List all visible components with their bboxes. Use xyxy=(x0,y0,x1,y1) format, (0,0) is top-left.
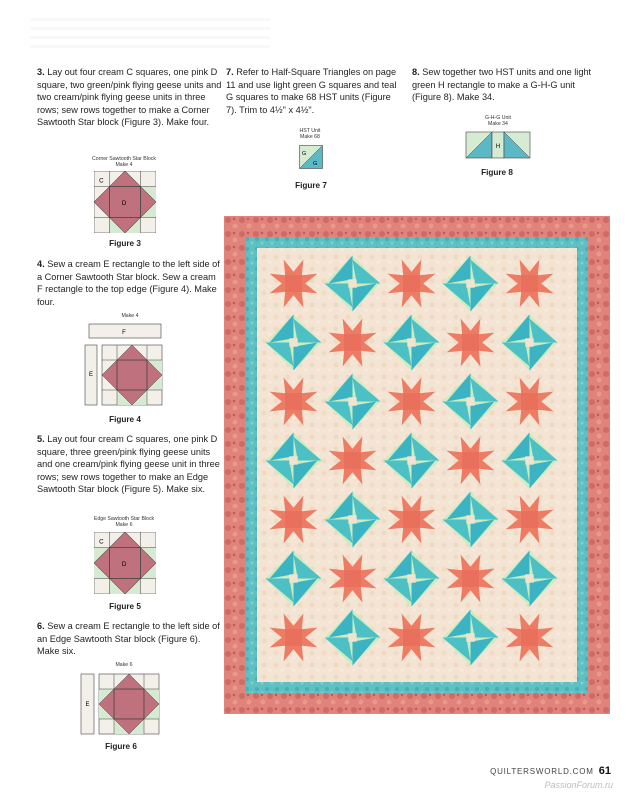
quilt-star-center xyxy=(462,452,479,469)
figure-4-caption: Make 4 xyxy=(121,313,139,319)
quilt-star-center xyxy=(403,629,420,646)
step-3-text: 3. Lay out four cream C squares, one pink D square, two green/pink flying geese units and two cream/pink flying geese units in three rows; sew rows together to make a Corner Sawtooth Star block (Figure 3). Make four. xyxy=(37,67,222,128)
figure-7-caption: HST Unit Make 68 xyxy=(299,128,321,141)
quilt-center-square xyxy=(289,338,297,346)
quilt-star-center xyxy=(285,393,302,410)
quilt-star-center xyxy=(462,570,479,587)
quilt-center-square xyxy=(525,574,533,582)
quilt-star-center xyxy=(462,334,479,351)
figure-4-diagram xyxy=(84,323,164,407)
figure-7-label: Figure 7 xyxy=(295,181,327,190)
quilt-star-center xyxy=(521,629,538,646)
quilt-center-square xyxy=(525,456,533,464)
figure-6-caption: Make 6 xyxy=(115,662,133,668)
quilt-photo xyxy=(224,216,610,714)
fig6-letter-e: E xyxy=(85,702,90,708)
figure-7-diagram xyxy=(299,145,323,169)
quilt-star-center xyxy=(344,452,361,469)
fig5-letter-c: C xyxy=(99,538,104,546)
quilt-star-center xyxy=(344,334,361,351)
quilt-center-square xyxy=(348,633,356,641)
watermark: PassionForum.ru xyxy=(544,780,613,790)
quilt-center-square xyxy=(466,515,474,523)
quilt-star-center xyxy=(521,275,538,292)
quilt-center-square xyxy=(466,397,474,405)
figure-8-label: Figure 8 xyxy=(481,168,513,177)
fig3-letter-c: C xyxy=(99,177,104,185)
quilt-center-square xyxy=(466,633,474,641)
quilt-star-center xyxy=(403,511,420,528)
quilt-star-center xyxy=(285,275,302,292)
figure-3-diagram xyxy=(94,171,156,233)
quilt-star-center xyxy=(521,393,538,410)
step-8-text: 8. Sew together two HST units and one light green H rectangle to make a G-H-G unit (Figure 8). Make 34. xyxy=(412,67,592,103)
quilt-center-square xyxy=(407,574,415,582)
fig3-letter-d: D xyxy=(121,200,127,208)
figure-6-label: Figure 6 xyxy=(105,742,137,751)
figure-5-label: Figure 5 xyxy=(109,602,141,611)
quilt-star-center xyxy=(403,275,420,292)
quilt-center-square xyxy=(289,574,297,582)
fig4-letter-e: E xyxy=(88,372,94,378)
fig7-letter-g1: G xyxy=(302,151,307,157)
figure-5-diagram xyxy=(94,532,156,594)
quilt-star-center xyxy=(285,629,302,646)
step-4-text: 4. Sew a cream E rectangle to the left side of a Corner Sawtooth Star block. Sew a cream F rectangle to the top edge (Figure 4). Make four. xyxy=(37,259,220,307)
quilt-center-square xyxy=(466,279,474,287)
fig8-letter-h: H xyxy=(495,144,501,150)
fig5-letter-d: D xyxy=(121,561,127,569)
site-name: QUILTERSWORLD.COM xyxy=(490,767,594,776)
quilt-star-center xyxy=(344,570,361,587)
figure-8-caption: G-H-G Unit Make 34 xyxy=(485,115,511,128)
figure-3-caption: Corner Sawtooth Star Block Make 4 xyxy=(91,156,156,169)
fig7-letter-g2: G xyxy=(313,161,318,167)
step-5-text: 5. Lay out four cream C squares, one pink D square, three green/pink flying geese units and one cream/pink flying geese unit in three rows; sew rows together to make an Edge Sawtooth Star block (Figure 5). Make six. xyxy=(37,434,220,495)
figure-5-caption: Edge Sawtooth Star Block Make 6 xyxy=(93,516,155,529)
quilt-center-square xyxy=(525,338,533,346)
quilt-center-square xyxy=(348,515,356,523)
step-6-text: 6. Sew a cream E rectangle to the left side of an Edge Sawtooth Star block (Figure 6). Make six. xyxy=(37,621,220,657)
quilt-center-square xyxy=(407,338,415,346)
quilt-star-center xyxy=(403,393,420,410)
quilt-center-square xyxy=(348,279,356,287)
figure-6-diagram xyxy=(80,672,162,736)
faded-header-text xyxy=(30,18,270,48)
page-number: 61 xyxy=(598,765,611,777)
figure-4-label: Figure 4 xyxy=(109,415,141,424)
step-7-text: 7. Refer to Half-Square Triangles on page 11 and use light green G squares and teal G squares to make 68 HST units (Figure 7). Trim to 4½" x 4½". xyxy=(226,67,397,115)
page-footer xyxy=(490,765,611,777)
quilt-star-center xyxy=(285,511,302,528)
figure-3-label: Figure 3 xyxy=(109,239,141,248)
quilt-star-center xyxy=(521,511,538,528)
fig4-letter-f: F xyxy=(122,330,126,336)
figure-8-diagram xyxy=(465,131,531,159)
quilt-center-square xyxy=(407,456,415,464)
quilt-center-square xyxy=(348,397,356,405)
quilt-center-square xyxy=(289,456,297,464)
